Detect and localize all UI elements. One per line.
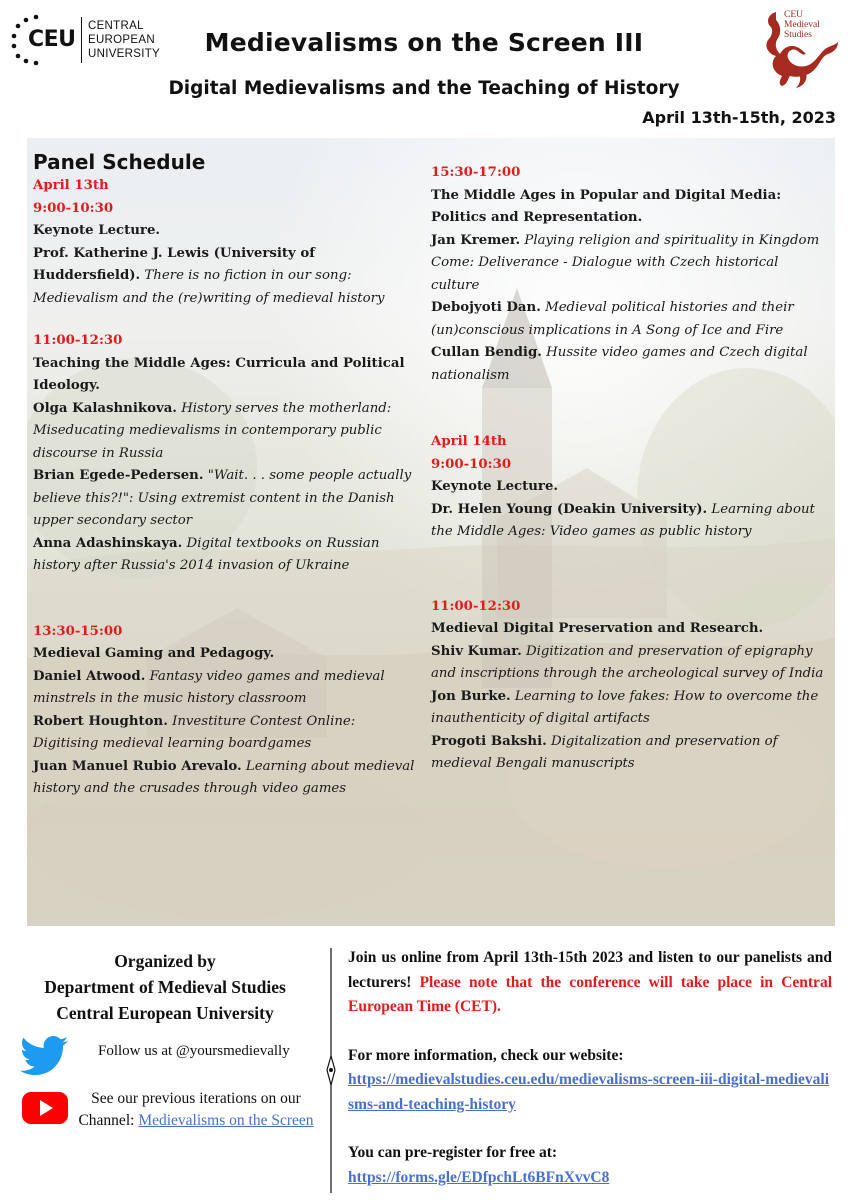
- session-time: 15:30-17:00: [431, 165, 521, 180]
- talk: [33, 533, 423, 578]
- talk-title: Digitalization and preservation of medieval Bengali manuscripts: [431, 733, 778, 771]
- talk: [431, 499, 829, 544]
- youtube-icon[interactable]: [20, 1090, 70, 1126]
- talk: [33, 711, 423, 756]
- session-title: Keynote Lecture.: [431, 479, 559, 494]
- talk-title: Learning about medieval history and the crusades through video games: [33, 758, 415, 796]
- website-paragraph: [348, 1044, 832, 1118]
- session-day: April 13th: [33, 178, 109, 193]
- talk: [431, 342, 829, 387]
- organizer-university: Central European University: [56, 1003, 274, 1023]
- talk: [431, 230, 829, 298]
- talk: [431, 297, 829, 342]
- conference-dates: April 13th-15th, 2023: [642, 108, 836, 127]
- talk: [33, 465, 423, 533]
- session-title: Teaching the Middle Ages: Curricula and Political Ideology.: [33, 355, 405, 393]
- talk-speaker: Anna Adashinskaya.: [33, 535, 183, 551]
- channel-link[interactable]: Medievalisms on the Screen: [138, 1112, 314, 1129]
- panel-schedule-box: [27, 138, 835, 926]
- talk: [431, 686, 829, 731]
- talk-speaker: Shiv Kumar.: [431, 643, 522, 659]
- talk-speaker: Prof. Katherine J. Lewis (University of Huddersfield).: [33, 245, 315, 283]
- website-link[interactable]: https://medievalstudies.ceu.edu/medievalisms-screen-iii-digital-medievalisms-and-teaching-history: [348, 1071, 830, 1113]
- talk-title: There is no fiction in our song: Medievalism and the (re)writing of medieval history: [33, 268, 385, 306]
- talk-title: Investiture Contest Online: Digitising medieval learning boardgames: [33, 713, 356, 751]
- talk-speaker: Dr. Helen Young (Deakin University).: [431, 501, 708, 517]
- info-label: For more information, check our website:: [348, 1046, 624, 1064]
- talk-title: "Wait. . . some people actually believe this?!": Using extremist content in the Danish upper secondary sector: [33, 468, 412, 528]
- organizer-department: Department of Medieval Studies: [44, 977, 286, 997]
- session-time: 9:00-10:30: [431, 456, 512, 472]
- register-link[interactable]: https://forms.gle/EDfpchLt6BFnXvvC8: [348, 1168, 610, 1186]
- session-title: Medieval Gaming and Pedagogy.: [33, 646, 275, 661]
- ceu-logo-mark-text: CEU: [28, 27, 76, 52]
- session: [431, 162, 829, 387]
- session: [33, 175, 423, 310]
- session-day: April 14th: [431, 434, 507, 449]
- talk-title: History serves the motherland: Miseducating medievalisms in contemporary public discourse in Russia: [33, 400, 392, 461]
- talk: [33, 666, 423, 711]
- organizer-section: [20, 948, 314, 1129]
- ceu-logo-line: CENTRAL: [87, 20, 144, 32]
- talk-title: Playing religion and spirituality in Kingdom Come: Deliverance - Dialogue with Czech historical culture: [431, 232, 820, 293]
- talk-title: Learning to love fakes: How to overcome the inauthenticity of digital artifacts: [431, 688, 819, 726]
- ceu-logo-line: EUROPEAN: [87, 34, 155, 46]
- channel-prefix: See our previous iterations on our Channel:: [78, 1090, 301, 1129]
- talk-speaker: Jon Burke.: [431, 688, 511, 704]
- register-label: You can pre-register for free at:: [348, 1144, 558, 1161]
- talk-speaker: Robert Houghton.: [33, 713, 168, 729]
- register-paragraph: [348, 1141, 832, 1190]
- talk: [431, 641, 829, 686]
- join-text: Join us online from April 13th-15th 2023 and listen to our panelists and lecturers!: [348, 949, 832, 991]
- talk-speaker: Brian Egede-Pedersen.: [33, 468, 204, 483]
- talk-title: Digital textbooks on Russian history after Russia's 2014 invasion of Ukraine: [33, 535, 380, 573]
- talk-speaker: Debojyoti Dan.: [431, 300, 541, 315]
- channel-text: [76, 1088, 316, 1132]
- talk-title: Learning about the Middle Ages: Video games as public history: [431, 501, 815, 539]
- time-note: Please note that the conference will take place in Central European Time (CET).: [348, 973, 832, 1015]
- talk-title: Medieval political histories and their (un)conscious implications in A Song of Ice and Fire: [431, 300, 794, 338]
- page-title: Medievalisms on the Screen III: [204, 28, 644, 57]
- session: [33, 330, 423, 578]
- follow-text: Follow us at @yoursmedievally: [98, 1043, 290, 1059]
- talk: [33, 756, 423, 801]
- ceu-logo-line: UNIVERSITY: [87, 48, 160, 60]
- ms-logo-line: Studies: [784, 30, 812, 40]
- ms-logo-line: Medieval: [784, 20, 820, 30]
- session-time: 13:30-15:00: [33, 623, 123, 639]
- talk-speaker: Cullan Bendig.: [431, 345, 542, 360]
- talk-speaker: Juan Manuel Rubio Arevalo.: [33, 758, 242, 774]
- talk: [33, 398, 423, 466]
- talk: [33, 243, 423, 311]
- twitter-icon[interactable]: [20, 1036, 68, 1076]
- session: [431, 431, 829, 544]
- session-time: 11:00-12:30: [431, 598, 521, 614]
- talk-title: Fantasy video games and medieval minstrels in the music history classroom: [33, 668, 385, 706]
- schedule-right-column: [431, 138, 829, 776]
- talk-speaker: Olga Kalashnikova.: [33, 400, 177, 416]
- info-section: [348, 946, 832, 1200]
- session: [33, 621, 423, 801]
- schedule-left-column: [33, 138, 423, 801]
- talk-speaker: Jan Kremer.: [431, 232, 521, 248]
- talk-speaker: Progoti Bakshi.: [431, 733, 547, 749]
- ms-logo-line: CEU: [784, 10, 803, 20]
- twitter-follow: [20, 1036, 320, 1072]
- talk-speaker: Daniel Atwood.: [33, 668, 146, 684]
- talk-title: Digitization and preservation of epigraphy and inscriptions through the archeological survey of India: [431, 643, 824, 681]
- talk-title: Hussite video games and Czech digital nationalism: [431, 345, 808, 383]
- session: [431, 596, 829, 776]
- session-time: 11:00-12:30: [33, 333, 123, 348]
- session-title: The Middle Ages in Popular and Digital Media: Politics and Representation.: [431, 187, 782, 225]
- panel-schedule-heading: Panel Schedule: [33, 150, 206, 174]
- talk: [431, 731, 829, 776]
- session-title: Keynote Lecture.: [33, 223, 161, 238]
- session-time: 9:00-10:30: [33, 200, 114, 216]
- ornament-divider: [325, 948, 337, 1193]
- page-subtitle: Digital Medievalisms and the Teaching of History: [168, 78, 680, 99]
- organized-by: Organized by: [114, 951, 216, 971]
- join-paragraph: [348, 946, 832, 1020]
- session-title: Medieval Digital Preservation and Research.: [431, 621, 764, 636]
